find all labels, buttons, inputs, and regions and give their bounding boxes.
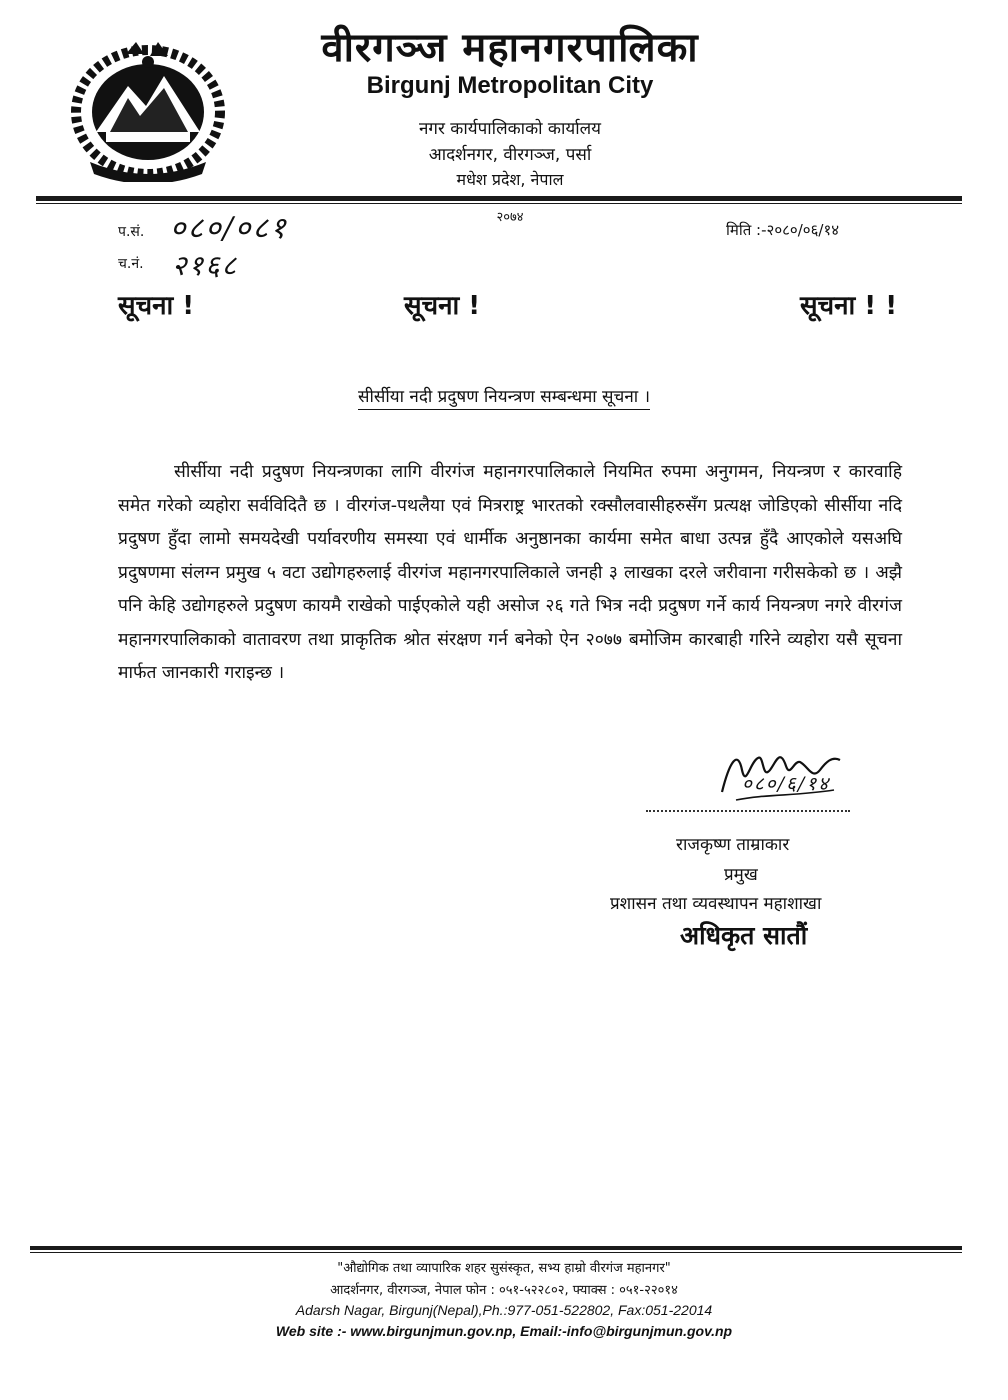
date-value: २०८०/०६/१४	[766, 221, 840, 239]
footer-slogan: "औद्योगिक तथा व्यापारिक शहर सुसंस्कृत, सभ्य हाम्रो वीरगंज महानगर"	[337, 1261, 671, 1276]
nepal-government-emblem-icon	[66, 36, 230, 182]
signatory-department: प्रशासन तथा व्यवस्थापन महाशाखा	[610, 894, 822, 914]
footer-address-english: Adarsh Nagar, Birgunj(Nepal),Ph.:977-051-522802, Fax:051-22014	[295, 1302, 713, 1318]
notice-subject-text: सीर्सीया नदी प्रदुषण नियन्त्रण सम्बन्धमा सूचना ।	[358, 387, 650, 410]
date-field	[726, 220, 839, 240]
header-divider	[36, 196, 962, 201]
office-title-english: Birgunj Metropolitan City	[366, 72, 654, 99]
notice-subject	[0, 384, 1008, 407]
footer-divider	[30, 1246, 962, 1250]
date-label: मिति :-	[726, 221, 767, 239]
signatory-designation: प्रमुख	[724, 865, 758, 885]
notice-body: सीर्सीया नदी प्रदुषण नियन्त्रणका लागि वीरगंज महानगरपालिकाले नियमित रुपमा अनुगमन, नियन्त्रण र कारवाहि समेत गरेको व्यहोरा सर्वविदितै छ । वीरगंज-पथलैया एवं मित्रराष्ट्र भारतको रक्सौलवासीहरुसँग प्रत्यक्ष जोडिएको सीर्सीया नदि प्रदुषण हुँदा लामो समयदेखी पर्यावरणीय समस्या एवं धार्मीक अनुष्ठानका कार्यमा समेत बाधा उत्पन्न हुँदै आएकोले यसअघि प्रदुषणमा संलग्न प्रमुख ५ वटा उद्योगहरुलाई वीरगंज महानगरपालिकाले जनही ३ लाखका दरले जरीवाना गरीसकेको छ । अझै पनि केहि उद्योगहरुले प्रदुषण कायमै राखेको पाईएकोले यही असोज २६ गते भित्र नदी प्रदुषण गर्ने कार्य नियन्त्रण नगरे वीरगंज महानगरपालिकाको वातावरण तथा प्राकृतिक श्रोत संरक्षण गर्न बनेको ऐन २०७७ बमोजिम कारबाही गरिने व्यहोरा यसै सूचना मार्फत जानकारी गराइन्छ ।	[118, 462, 902, 683]
signature-date: ०८०/६/१४	[742, 773, 831, 795]
office-line-4: २०७४	[496, 210, 524, 225]
footer-address-nepali: आदर्शनगर, वीरगञ्ज, नेपाल फोन : ०५१-५२२८०२, फ्याक्स : ०५१-२२०१४	[330, 1283, 678, 1298]
signatory-name: राजकृष्ण ताम्राकार	[676, 835, 790, 855]
office-title-nepali: वीरगञ्ज महानगरपालिका	[321, 25, 699, 71]
chalani-label: च.नं.	[118, 256, 144, 272]
notice-center: सूचना !	[404, 291, 481, 321]
chalani-number: २१६८	[172, 249, 239, 282]
office-line-2: आदर्शनगर, वीरगञ्ज, पर्सा	[428, 145, 592, 165]
signature-dotted-line	[646, 810, 850, 812]
patra-label: प.सं.	[118, 224, 145, 240]
patra-number: ०८०/०८१	[170, 211, 288, 246]
officer-stamp: अधिकृत सातौं	[680, 921, 808, 950]
office-line-1: नगर कार्यपालिकाको कार्यालय	[418, 119, 602, 139]
header-divider-thin	[36, 203, 962, 204]
office-line-3: मधेश प्रदेश, नेपाल	[456, 170, 564, 189]
footer-divider-thin	[30, 1252, 962, 1253]
notice-left: सूचना !	[118, 291, 195, 321]
footer-web-email[interactable]: Web site :- www.birgunjmun.gov.np, Email:-info@birgunjmun.gov.np	[275, 1323, 733, 1339]
notice-right: सूचना ! !	[800, 291, 898, 321]
